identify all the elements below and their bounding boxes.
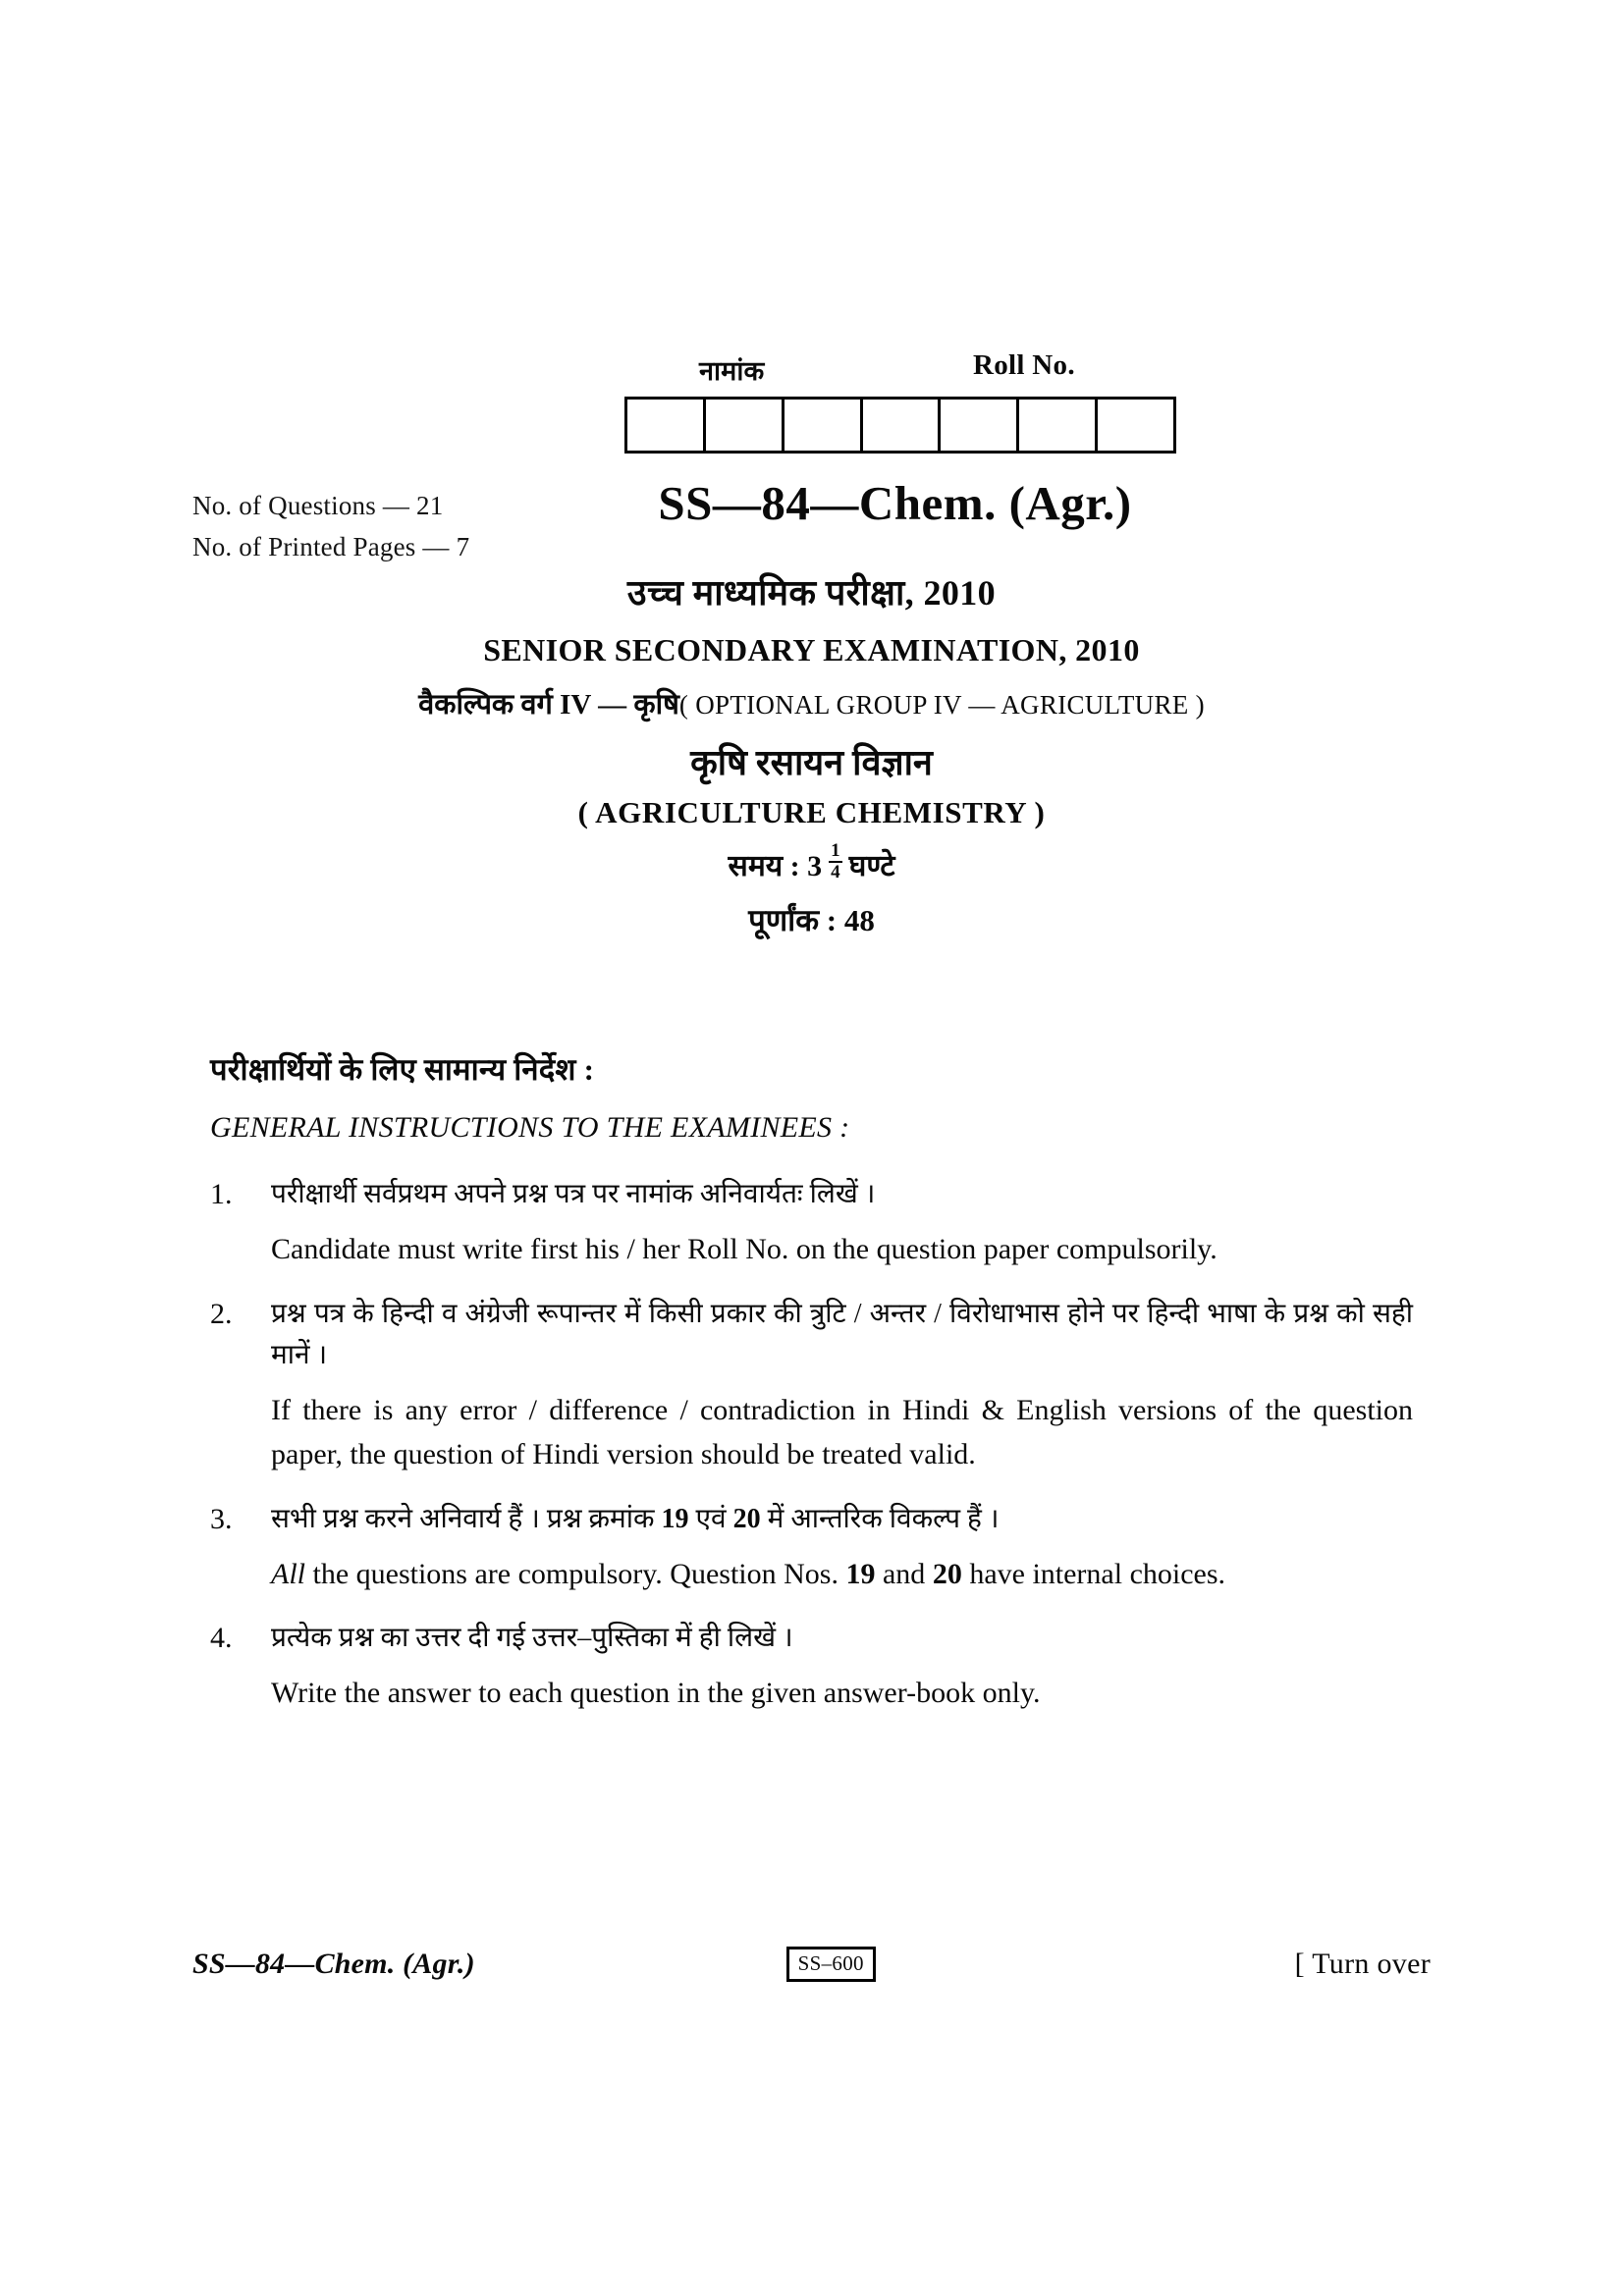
- instruction-hindi: प्रश्न पत्र के हिन्दी व अंग्रेजी रूपान्तर में किसी प्रकार की त्रुटि / अन्तर / विरोधाभास होने पर हिन्दी भाषा के प्रश्न को सही मानें ।: [271, 1298, 1413, 1370]
- maximum-marks: पूर्णांक : 48: [748, 902, 875, 937]
- instr3-en-p3: have internal choices.: [961, 1557, 1226, 1590]
- time-prefix: समय : 3: [728, 850, 823, 883]
- instr3-en-b1: 19: [845, 1557, 876, 1590]
- roll-number-cell[interactable]: [706, 400, 784, 451]
- instruction-number: 1.: [210, 1178, 233, 1210]
- footer-print-code: SS–600: [786, 1947, 876, 1982]
- roll-number-grid[interactable]: [624, 397, 1176, 454]
- roll-no-label: Roll No.: [973, 349, 1075, 381]
- roll-number-cell[interactable]: [1098, 400, 1176, 451]
- time-fraction: [829, 841, 842, 882]
- instruction-english: Write the answer to each question in the given answer-book only.: [271, 1677, 1041, 1710]
- instr3-en-b2: 20: [932, 1557, 962, 1590]
- page-footer: [192, 1947, 1431, 1982]
- instruction-item: [210, 1294, 1413, 1477]
- instruction-hindi: परीक्षार्थी सर्वप्रथम अपने प्रश्न पत्र पर नामांक अनिवार्यतः लिखें ।: [271, 1179, 876, 1209]
- roll-number-labels: [624, 351, 1176, 397]
- footer-center: [475, 1947, 1295, 1982]
- instruction-hindi: [271, 1499, 1413, 1540]
- instruction-number: 3.: [210, 1502, 233, 1535]
- fraction-numerator: 1: [831, 840, 840, 861]
- instruction-hindi: प्रत्येक प्रश्न का उत्तर दी गई उत्तर–पुस्तिका में ही लिखें ।: [271, 1623, 793, 1654]
- instruction-english: [271, 1552, 1413, 1597]
- instruction-english: Candidate must write first his / her Roll No. on the question paper compulsorily.: [271, 1233, 1217, 1265]
- instr3-en-p2: and: [875, 1557, 933, 1590]
- optional-group-english: ( OPTIONAL GROUP IV — AGRICULTURE ): [678, 690, 1205, 720]
- instruction-item: [210, 1499, 1413, 1597]
- time-allowed: [0, 840, 1623, 885]
- instruction-body: [271, 1618, 1413, 1716]
- instruction-number: 2.: [210, 1297, 233, 1330]
- instructions-header-english: GENERAL INSTRUCTIONS TO THE EXAMINEES :: [210, 1111, 850, 1144]
- instruction-number: 4.: [210, 1622, 233, 1655]
- roll-number-cell[interactable]: [1019, 400, 1098, 451]
- subject-title-hindi: कृषि रसायन विज्ञान: [690, 743, 933, 782]
- instruction-item: [210, 1174, 1413, 1272]
- instruction-body: [271, 1174, 1413, 1272]
- optional-group-hindi: वैकल्पिक वर्ग IV — कृषि: [418, 689, 679, 721]
- subject-title-english: ( AGRICULTURE CHEMISTRY ): [577, 795, 1046, 829]
- roll-number-block: [624, 351, 1176, 454]
- instructions-header-hindi: परीक्षार्थियों के लिए सामान्य निर्देश :: [210, 1052, 595, 1087]
- instr3-en-italic: All: [271, 1557, 305, 1590]
- instruction-item: [210, 1618, 1413, 1716]
- instruction-body: [271, 1499, 1413, 1597]
- roll-number-cell[interactable]: [941, 400, 1019, 451]
- instr3-hi-p1: सभी प्रश्न करने अनिवार्य हैं । प्रश्न क्रमांक: [271, 1503, 662, 1534]
- footer-paper-code: SS—84—Chem. (Agr.): [192, 1948, 475, 1980]
- no-of-printed-pages: No. of Printed Pages — 7: [192, 531, 470, 561]
- exam-title-hindi: उच्च माध्यमिक परीक्षा, 2010: [626, 573, 997, 613]
- roll-number-cell[interactable]: [863, 400, 942, 451]
- instruction-english: If there is any error / difference / contradiction in Hindi & English versions of the question paper, the question of Hindi version should be treated valid.: [271, 1393, 1413, 1471]
- namank-label: नामांक: [699, 356, 765, 386]
- footer-turn-over: [ Turn over: [1294, 1948, 1431, 1980]
- instructions-list: [210, 1174, 1413, 1737]
- instr3-hi-p3: में आन्तरिक विकल्प हैं ।: [760, 1503, 1000, 1534]
- time-suffix: घण्टे: [848, 850, 895, 883]
- instr3-hi-b2: 20: [732, 1503, 761, 1534]
- no-of-questions: No. of Questions — 21: [192, 491, 444, 520]
- instructions-header: [210, 1048, 1427, 1145]
- optional-group-line: [0, 684, 1623, 722]
- instr3-hi-p2: एवं: [688, 1503, 733, 1534]
- heading-block: [0, 567, 1623, 940]
- instr3-en-p1: the questions are compulsory. Question Nos.: [305, 1557, 846, 1590]
- instruction-body: [271, 1294, 1413, 1477]
- paper-code-title: SS—84—Chem. (Agr.): [658, 476, 1132, 530]
- roll-number-cell[interactable]: [627, 400, 706, 451]
- roll-number-cell[interactable]: [784, 400, 863, 451]
- instr3-hi-b1: 19: [661, 1503, 689, 1534]
- exam-title-english: SENIOR SECONDARY EXAMINATION, 2010: [483, 632, 1140, 667]
- fraction-denominator: 4: [831, 861, 840, 882]
